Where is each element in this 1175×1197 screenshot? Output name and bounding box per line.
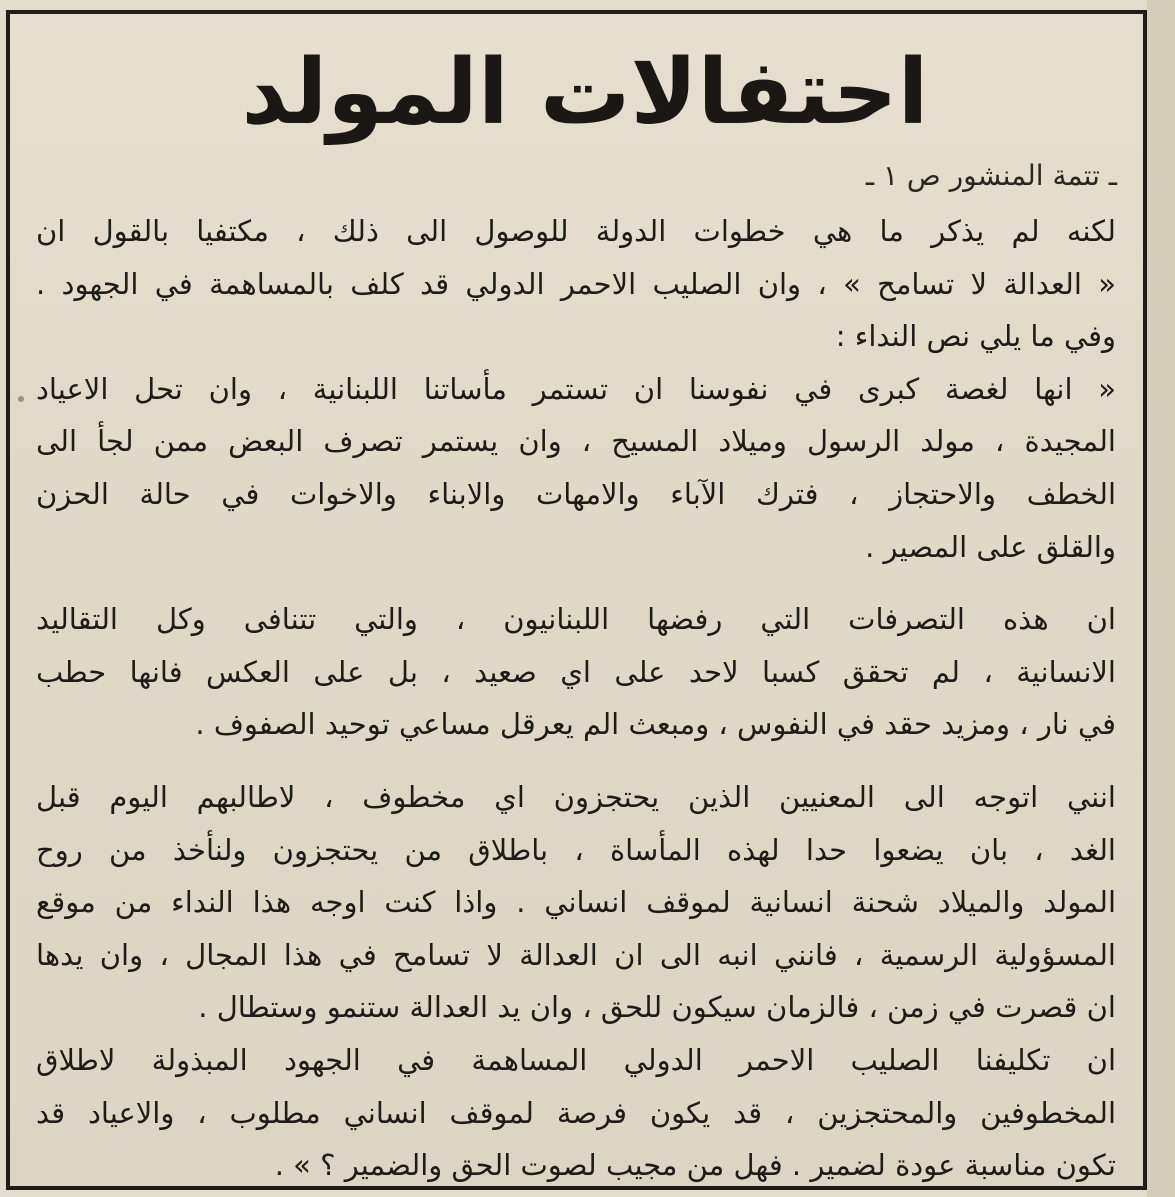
text-line: المخطوفين والمحتجزين ، قد يكون فرصة لموقف انساني مطلوب ، والاعياد قد xyxy=(36,1095,1116,1130)
text-line: والقلق على المصير . xyxy=(865,529,1116,564)
text-line: انني اتوجه الى المعنيين الذين يحتجزون اي مخطوف ، لاطالبهم اليوم قبل xyxy=(36,779,1116,814)
paragraph xyxy=(36,205,1116,363)
text-line: المسؤولية الرسمية ، فانني انبه الى ان العدالة لا تسامح في هذا المجال ، وان يدها xyxy=(36,937,1116,972)
text-line: ان تكليفنا الصليب الاحمر الدولي المساهمة في الجهود المبذولة لاطلاق xyxy=(36,1042,1116,1077)
text-line: ان هذه التصرفات التي رفضها اللبنانيون ، والتي تتنافى وكل التقاليد xyxy=(36,602,1116,637)
paragraph xyxy=(36,1034,1116,1192)
text-line: في نار ، ومزيد حقد في النفوس ، ومبعث الم يعرقل مساعي توحيد الصفوف . xyxy=(195,707,1116,742)
text-line: لكنه لم يذكر ما هي خطوات الدولة للوصول الى ذلك ، مكتفيا بالقول ان xyxy=(36,214,1116,248)
text-line: وفي ما يلي نص النداء : xyxy=(835,319,1116,354)
text-line: « انها لغصة كبرى في نفوسنا ان تستمر مأساتنا اللبنانية ، وان تحل الاعياد xyxy=(36,371,1116,406)
paragraph xyxy=(36,771,1116,1034)
text-line: الانسانية ، لم تحقق كسبا لاحد على اي صعيد ، بل على العكس فانها حطب xyxy=(36,654,1116,689)
text-line: المولد والميلاد شحنة انسانية لموقف انساني . واذا كنت اوجه هذا النداء من موقع xyxy=(36,885,1116,920)
article-headline: احتفالات المولد xyxy=(241,40,929,145)
text-line: المجيدة ، مولد الرسول وميلاد المسيح ، وان يستمر تصرف البعض ممن لجأ الى xyxy=(36,424,1116,459)
print-speck xyxy=(18,396,24,402)
text-line: تكون مناسبة عودة لضمير . فهل من مجيب لصوت الحق والضمير ؟ » . xyxy=(274,1148,1116,1183)
paragraph-gap xyxy=(36,751,1116,771)
article-continuation-note: ـ تتمة المنشور ص ١ ـ xyxy=(865,159,1117,192)
text-line: ان قصرت في زمن ، فالزمان سيكون للحق ، وان يد العدالة ستنمو وستطال . xyxy=(198,990,1116,1025)
paragraph-gap xyxy=(36,573,1116,593)
text-line: « العدالة لا تسامح » ، وان الصليب الاحمر الدولي قد كلف بالمساهمة في الجهود . xyxy=(36,266,1116,301)
text-line: الخطف والاحتجاز ، فترك الآباء والامهات والابناء والاخوات في حالة الحزن xyxy=(36,476,1116,511)
paragraph xyxy=(36,593,1116,751)
paragraph xyxy=(36,363,1116,573)
article-body xyxy=(36,205,1116,1192)
page-margin xyxy=(1147,0,1175,1197)
text-line: الغد ، بان يضعوا حدا لهذه المأساة ، باطلاق من يحتجزون ولنأخذ من روح xyxy=(36,832,1116,867)
